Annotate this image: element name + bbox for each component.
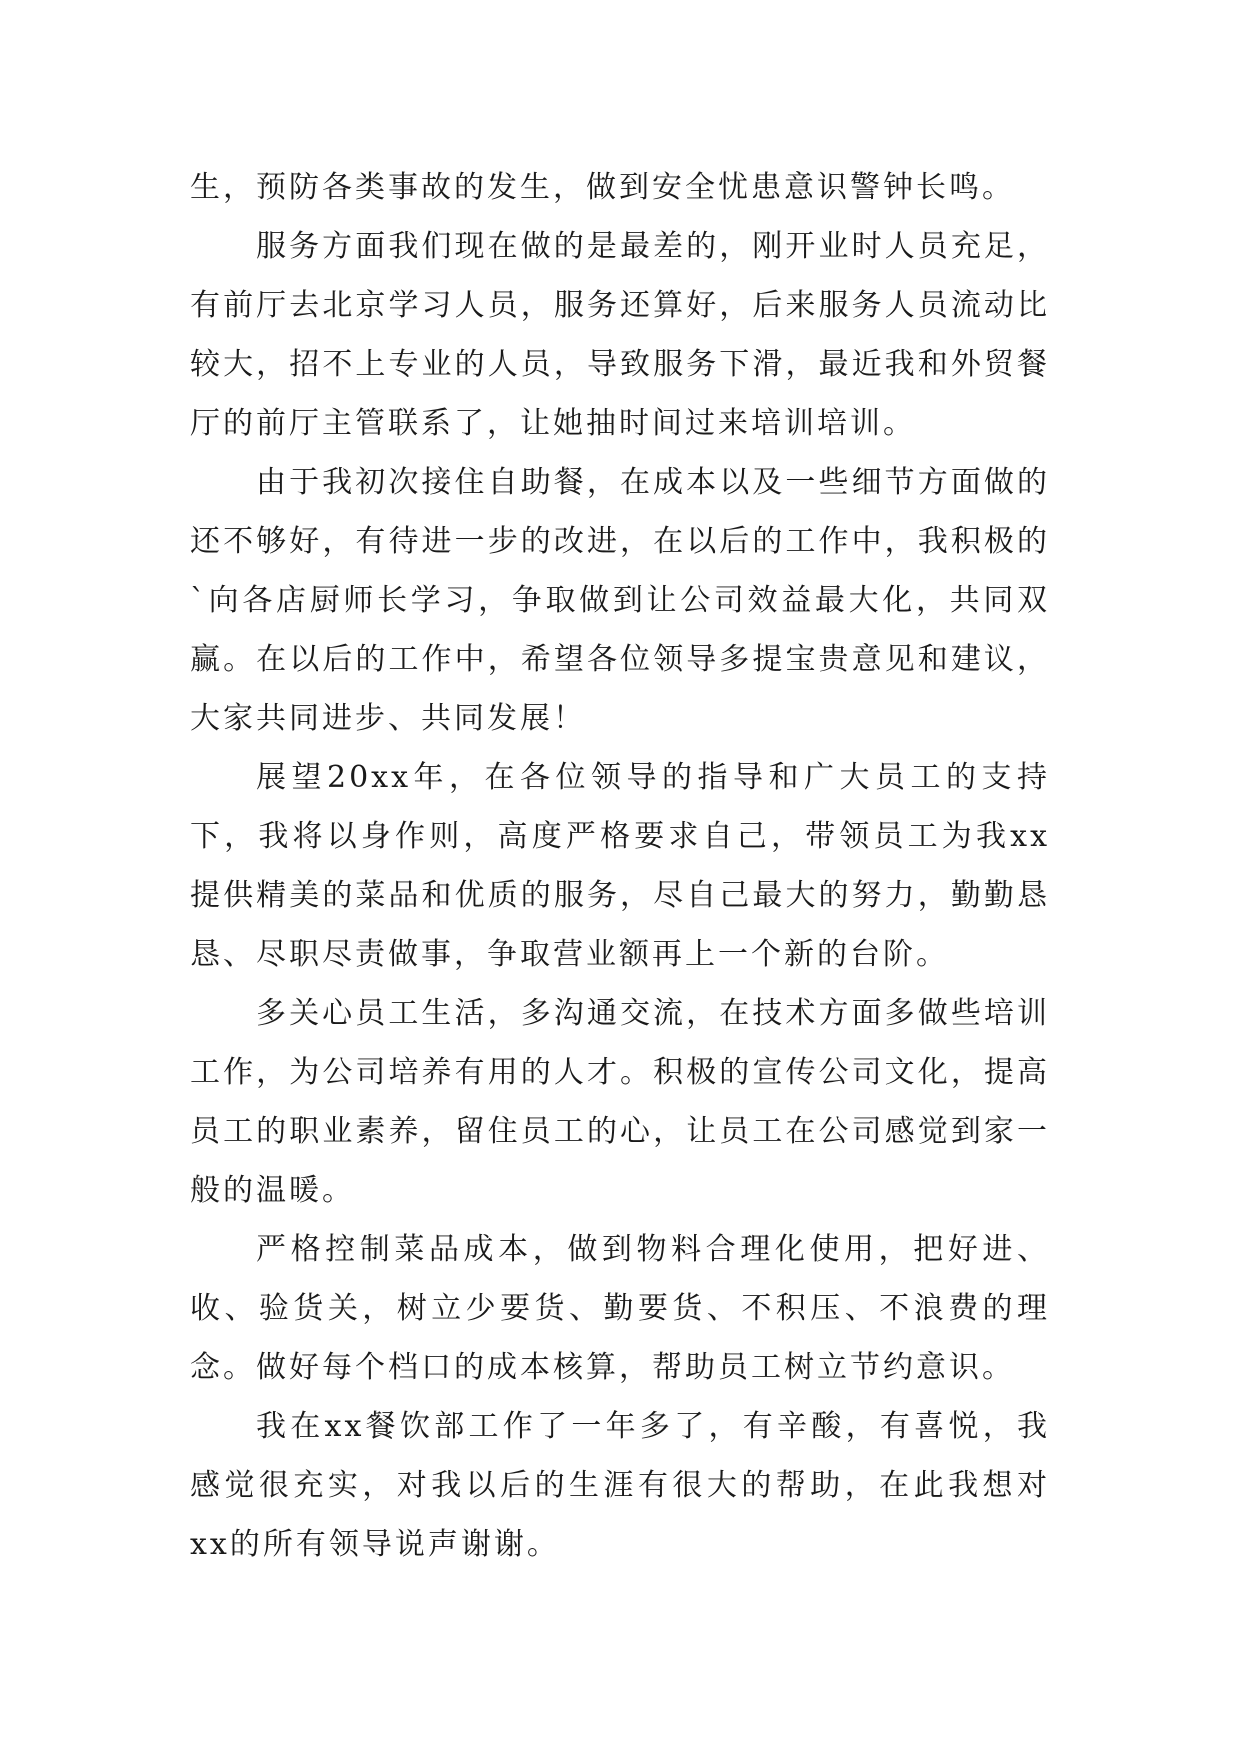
- paragraph-6: 严格控制菜品成本，做到物料合理化使用，把好进、收、验货关，树立少要货、勤要货、不积压、不浪费的理念。做好每个档口的成本核算，帮助员工树立节约意识。: [190, 1232, 1050, 1385]
- paragraph-1: 生，预防各类事故的发生，做到安全忧患意识警钟长鸣。: [190, 170, 1015, 205]
- paragraph-5: 多关心员工生活，多沟通交流，在技术方面多做些培训工作，为公司培养有用的人才。积极的宣传公司文化，提高员工的职业素养，留住员工的心，让员工在公司感觉到家一般的温暖。: [190, 996, 1050, 1208]
- paragraph-7: 我在xx餐饮部工作了一年多了，有辛酸，有喜悦，我感觉很充实，对我以后的生涯有很大的帮助，在此我想对xx的所有领导说声谢谢。: [190, 1409, 1050, 1562]
- document-body: [190, 158, 1050, 1574]
- paragraph-2: 服务方面我们现在做的是最差的，刚开业时人员充足，有前厅去北京学习人员，服务还算好，后来服务人员流动比较大，招不上专业的人员，导致服务下滑，最近我和外贸餐厅的前厅主管联系了，让她抽时间过来培训培训。: [190, 229, 1050, 441]
- paragraph-3: 由于我初次接住自助餐，在成本以及一些细节方面做的还不够好，有待进一步的改进，在以后的工作中，我积极的`向各店厨师长学习，争取做到让公司效益最大化，共同双赢。在以后的工作中，希望各位领导多提宝贵意见和建议，大家共同进步、共同发展！: [190, 465, 1050, 736]
- paragraph-4: 展望20xx年，在各位领导的指导和广大员工的支持下，我将以身作则，高度严格要求自己，带领员工为我xx提供精美的菜品和优质的服务，尽自己最大的努力，勤勤恳恳、尽职尽责做事，争取营业额再上一个新的台阶。: [190, 760, 1050, 972]
